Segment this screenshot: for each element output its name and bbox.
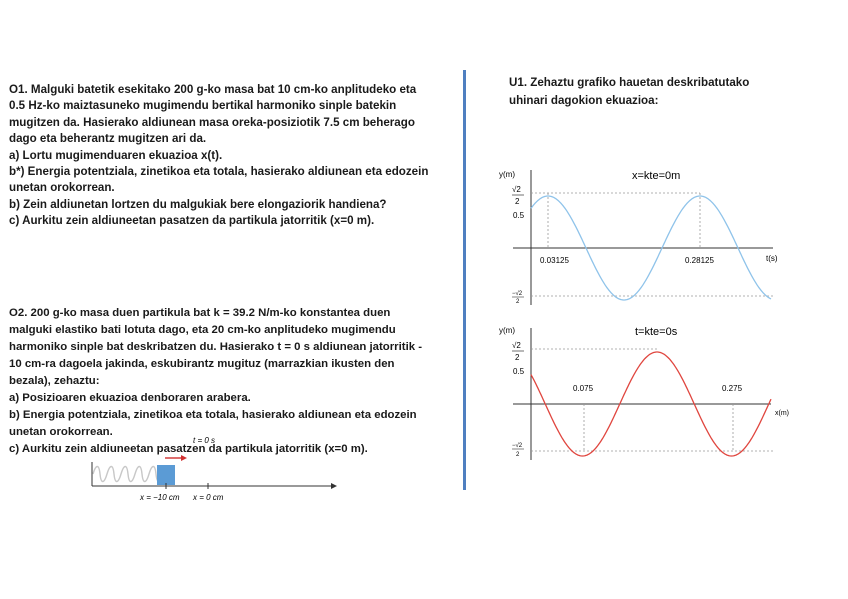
graph-time [495, 160, 795, 310]
o2-line: bezala), zehaztu: [9, 375, 100, 387]
o2-line: a) Posizioaren ekuazioa denboraren arabera. [9, 392, 251, 404]
o1-line: b) Zein aldiunetan lortzen du malgukiak bere elongaziorik handiena? [9, 197, 387, 211]
y-top-num: √2 [512, 341, 521, 350]
tick2-label: 0.275 [722, 384, 743, 393]
problem-o1 [9, 82, 453, 230]
graph-position [495, 320, 805, 465]
u1-line: U1. Zehaztu grafiko hauetan deskribatutako [509, 76, 750, 89]
graph-title: x=kte=0m [632, 170, 681, 182]
y-axis-label: y(m) [499, 326, 515, 335]
spring-diagram [85, 432, 345, 504]
column-divider [463, 70, 466, 490]
o1-line: 0.5 Hz-ko maiztasuneko mugimendu bertikal harmoniko sinple batekin [9, 99, 397, 113]
o1-line: c) Aurkitu zein aldiuneetan pasatzen da partikula jatorritik (x=0 m). [9, 214, 375, 228]
o1-line: unetan orokorrean. [9, 181, 115, 195]
o1-line: mugitzen da. Hasierako aldiunean masa oreka-posiziotik 7.5 cm beherago [9, 115, 415, 129]
y-top-num: √2 [512, 185, 521, 194]
o2-line: 10 cm-ra dagoela jakinda, eskubirantz mugituz (marrazkian ikusten den [9, 358, 395, 370]
y-half: 0.5 [513, 367, 525, 376]
pos-right-label: x = 0 cm [193, 493, 224, 502]
y-axis-label: y(m) [499, 170, 515, 179]
pos-left-label: x = −10 cm [140, 493, 180, 502]
y-bot-den: 2 [516, 299, 520, 305]
velocity-arrow-head [181, 455, 187, 461]
o2-line: b) Energia potentziala, zinetikoa eta totala, hasierako aldiunean eta edozein [9, 409, 417, 421]
y-top-den: 2 [515, 197, 520, 206]
o2-line: c) Aurkitu zein aldiuneetan pasatzen da partikula jatorritik (x=0 m). [9, 443, 368, 455]
o2-line: unetan orokorrean. [9, 426, 113, 438]
x-axis-label: t(s) [766, 254, 778, 263]
o1-line: dago eta beherantz mugitzen ari da. [9, 132, 207, 146]
y-bot-num: −√2 [512, 443, 523, 449]
time-label: t = 0 s [193, 436, 216, 445]
tick1-label: 0.075 [573, 384, 594, 393]
graph-title: t=kte=0s [635, 326, 678, 338]
axis-arrow [331, 483, 337, 489]
tick2-label: 0.28125 [685, 256, 714, 265]
y-bot-den: 2 [516, 452, 520, 458]
y-half: 0.5 [513, 211, 525, 220]
y-top-den: 2 [515, 353, 520, 362]
o2-line: O2. 200 g-ko masa duen partikula bat k = 39.2 N/m-ko konstantea duen [9, 307, 391, 319]
spring [93, 467, 163, 482]
problem-u1 [509, 74, 749, 109]
y-bot-num: −√2 [512, 291, 523, 297]
mass-block [157, 465, 175, 485]
o2-line: harmoniko sinple bat deskribatzen du. Hasierako t = 0 s aldiunean jatorritik - [9, 341, 423, 353]
o1-line: b*) Energia potentziala, zinetikoa eta totala, hasierako aldiunean eta edozein [9, 165, 429, 179]
x-axis-label: x(m) [775, 410, 789, 417]
u1-line: uhinari dagokion ekuazioa: [509, 93, 659, 107]
o2-line: malguki elastiko bati lotuta dago, eta 20 cm-ko anplitudeko mugimendu [9, 324, 396, 336]
o1-line: a) Lortu mugimenduaren ekuazioa x(t). [9, 148, 223, 162]
tick1-label: 0.03125 [540, 256, 569, 265]
o1-line: O1. Malguki batetik esekitako 200 g-ko masa bat 10 cm-ko anplitudeko eta [9, 83, 417, 96]
